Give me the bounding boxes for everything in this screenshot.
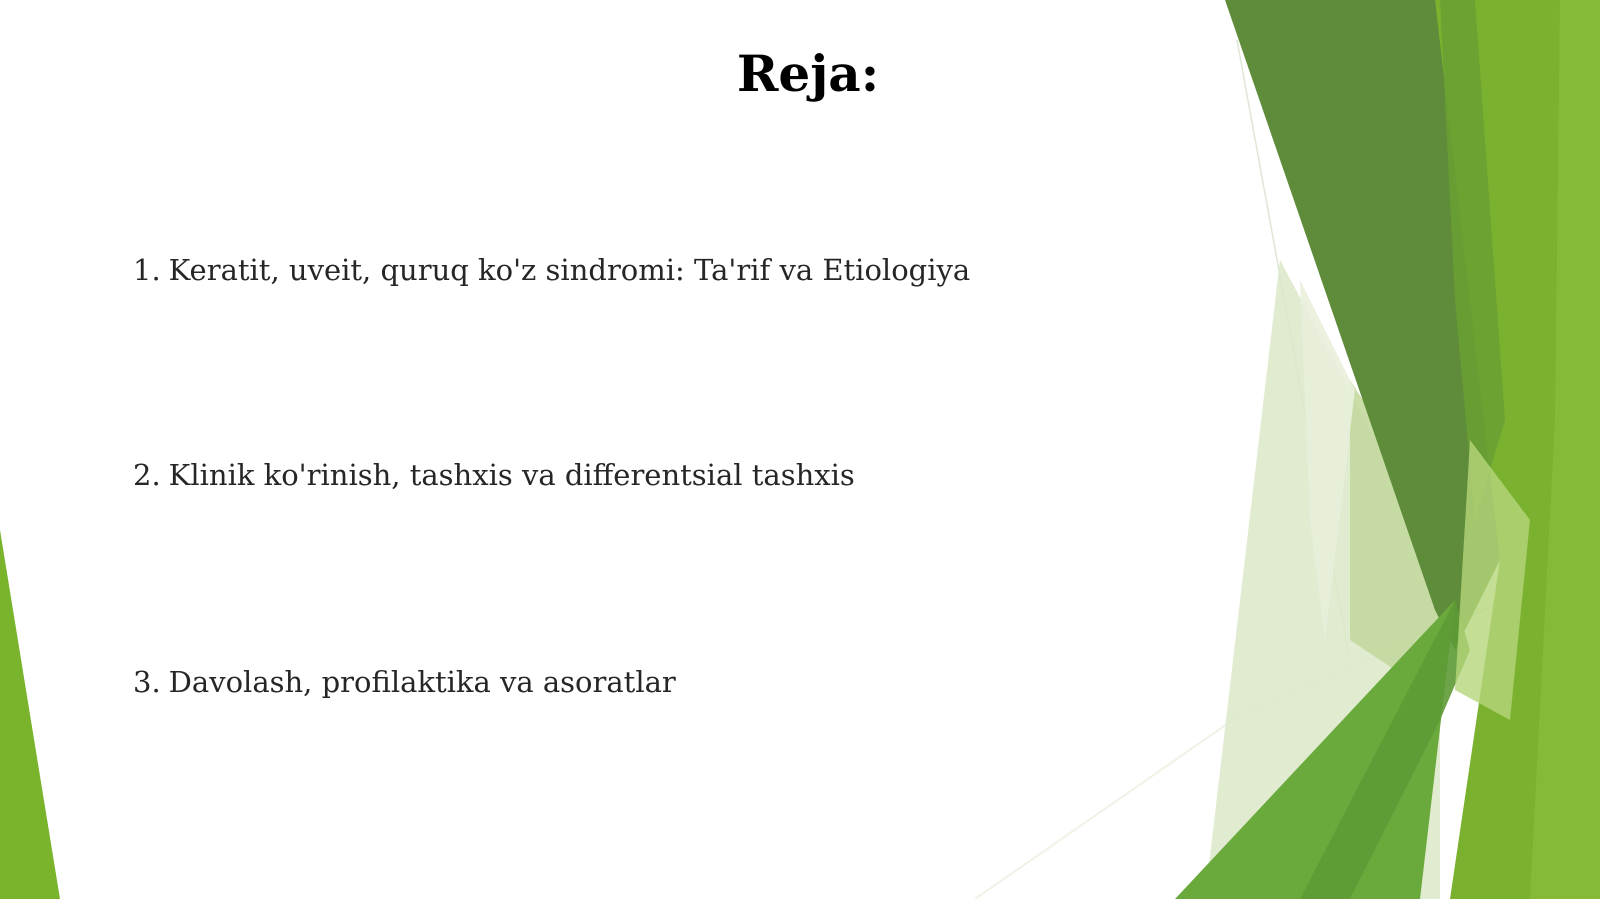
plan-item-number: 2. xyxy=(133,458,161,492)
plan-item-1 xyxy=(133,250,970,290)
left-green-sliver xyxy=(0,530,60,899)
slide-title: Reja: xyxy=(736,44,880,103)
plan-item-text: Klinik ko'rinish, tashxis va differentsial tashxis xyxy=(168,458,855,492)
plan-item-number: 3. xyxy=(133,665,161,699)
plan-item-text: Keratit, uveit, quruq ko'z sindromi: Ta'rif va Etiologiya xyxy=(168,253,971,287)
plan-item-3 xyxy=(133,662,676,702)
plan-item-text: Davolash, profilaktika va asoratlar xyxy=(168,665,676,699)
plan-item-number: 1. xyxy=(133,253,161,287)
plan-item-2 xyxy=(133,455,855,495)
